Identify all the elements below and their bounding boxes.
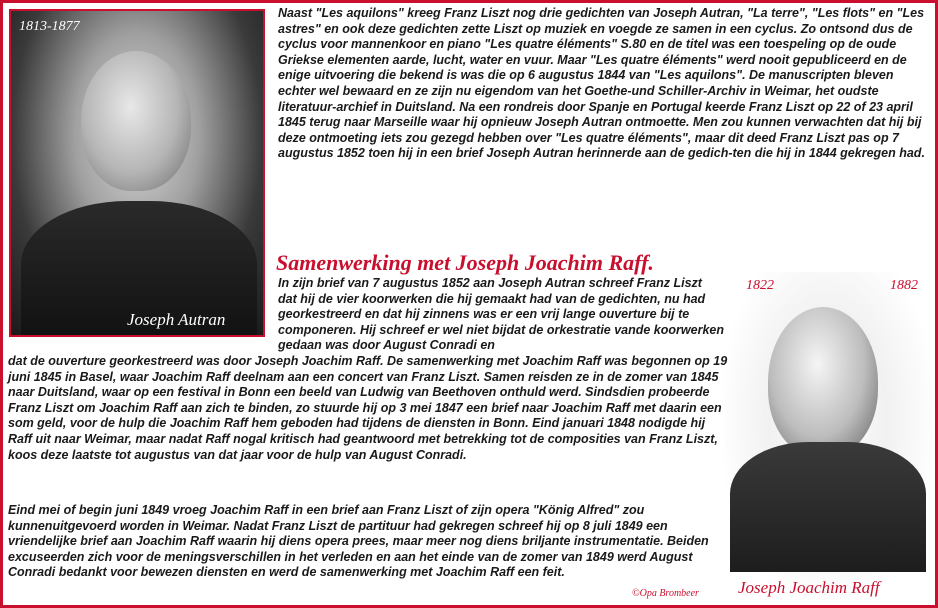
raff-death-year: 1882 bbox=[890, 278, 918, 293]
paragraph-letter-1852: In zijn brief van 7 augustus 1852 aan Joseph Autran schreef Franz Liszt dat hij de vier koorwerken die hij gemaakt had van de gedichten, nu had georkestreerd en dat hij zinnens was er een vrij lange ouverture bij te componeren. Hij schreef er wel niet bijdat de orkestratie vande koorwerken gedaan was door August Conradi en bbox=[278, 276, 724, 353]
raff-caption: Joseph Joachim Raff bbox=[738, 578, 880, 597]
section-heading: Samenwerking met Joseph Joachim Raff. bbox=[276, 250, 654, 275]
autran-caption: Joseph Autran bbox=[127, 310, 226, 329]
paragraph-autran-cycle: Naast "Les aquilons" kreeg Franz Liszt nog drie gedichten van Joseph Autran, "La terre", "Les flots" en "Les astres" en ook deze gedichten zette Liszt op muziek en voegde ze samen in een cyclus. Zo ontsond dus de cyclus voor mannenkoor en piano "Les quatre éléments" S.80 en de titel was een toespeling op de oude Griekse elementen aarde, lucht, water en vuur. Maar "Les quatre éléments" werd nooit gepubliceerd en de enige uitvoering die bekend is was die op 6 augustus 1844 van "Les aquilons". De manuscripten bleven echter wel bewaard en ze zijn nu eigendom van het Goethe-und Schiller-Archiv in Weimar, het oudste literatuur-archief in Duitsland. Na een rondreis door Spanje en Portugal keerde Franz Liszt op 22 of 23 april 1845 terug naar Marseille waar hij opnieuw Joseph Autran ontmoette. Men zou kunnen verwachten dat hij bij deze ontmoeting iets zou gezegd hebben over "Les quatre éléments", maar dit deed Franz Liszt pas op 7 augustus 1852 toen hij in een brief Joseph Autran herinnerde aan de gedich-ten die hij in 1844 gekregen had. bbox=[278, 6, 925, 161]
portrait-joseph-autran bbox=[9, 9, 265, 337]
autran-years: 1813-1877 bbox=[19, 19, 80, 34]
credit-watermark: ©Opa Brombeer bbox=[632, 588, 699, 599]
portrait-coat bbox=[730, 442, 926, 572]
raff-birth-year: 1822 bbox=[746, 278, 774, 293]
paragraph-konig-alfred: Eind mei of begin juni 1849 vroeg Joachim Raff in een brief aan Franz Liszt of zijn opera "König Alfred" zou kunnenuitgevoerd worden in Weimar. Nadat Franz Liszt de partituur had gekregen schreef hij op 8 juli 1849 een vriendelijke brief aan Joachim Raff waarin hij diens opera prees, maar meer nog diens briljante instrumentatie. Beiden excuseerden zich voor de meningsverschillen in het verleden en aan het einde van de zomer van 1849 werd August Conradi bedankt voor bewezen diensten en werd de samenwerking met Joachim Raff een feit. bbox=[8, 503, 709, 580]
paragraph-raff-collaboration: dat de ouverture georkestreerd was door Joseph Joachim Raff. De samenwerking met Joachim Raff was begonnen op 19 juni 1845 in Basel, waar Joachim Raff deelnam aan een concert van Franz Liszt. Samen reisden ze in de zomer van 1845 naar Duitsland, waar op een festival in Bonn een beeld van Ludwig van Beethoven onthuld werd. Sindsdien probeerde Franz Liszt om Joachim Raff aan zich te binden, zo stuurde hij op 3 mei 1847 een brief naar Joachim Raff met daarin een som geld, voor de hulp die Joachim Raff hem geboden had tijdens de diensten in Bonn. Eind januari 1848 nodigde hij Raff uit naar Weimar, maar nadat Raff nogal kritisch had geantwoord met betrekking tot de composities van Franz Liszt, koos deze laatste tot augustus van dat jaar voor de hulp van August Conradi. bbox=[8, 354, 728, 462]
portrait-face bbox=[81, 51, 191, 191]
portrait-face bbox=[768, 307, 878, 457]
portrait-joseph-joachim-raff bbox=[724, 272, 932, 600]
